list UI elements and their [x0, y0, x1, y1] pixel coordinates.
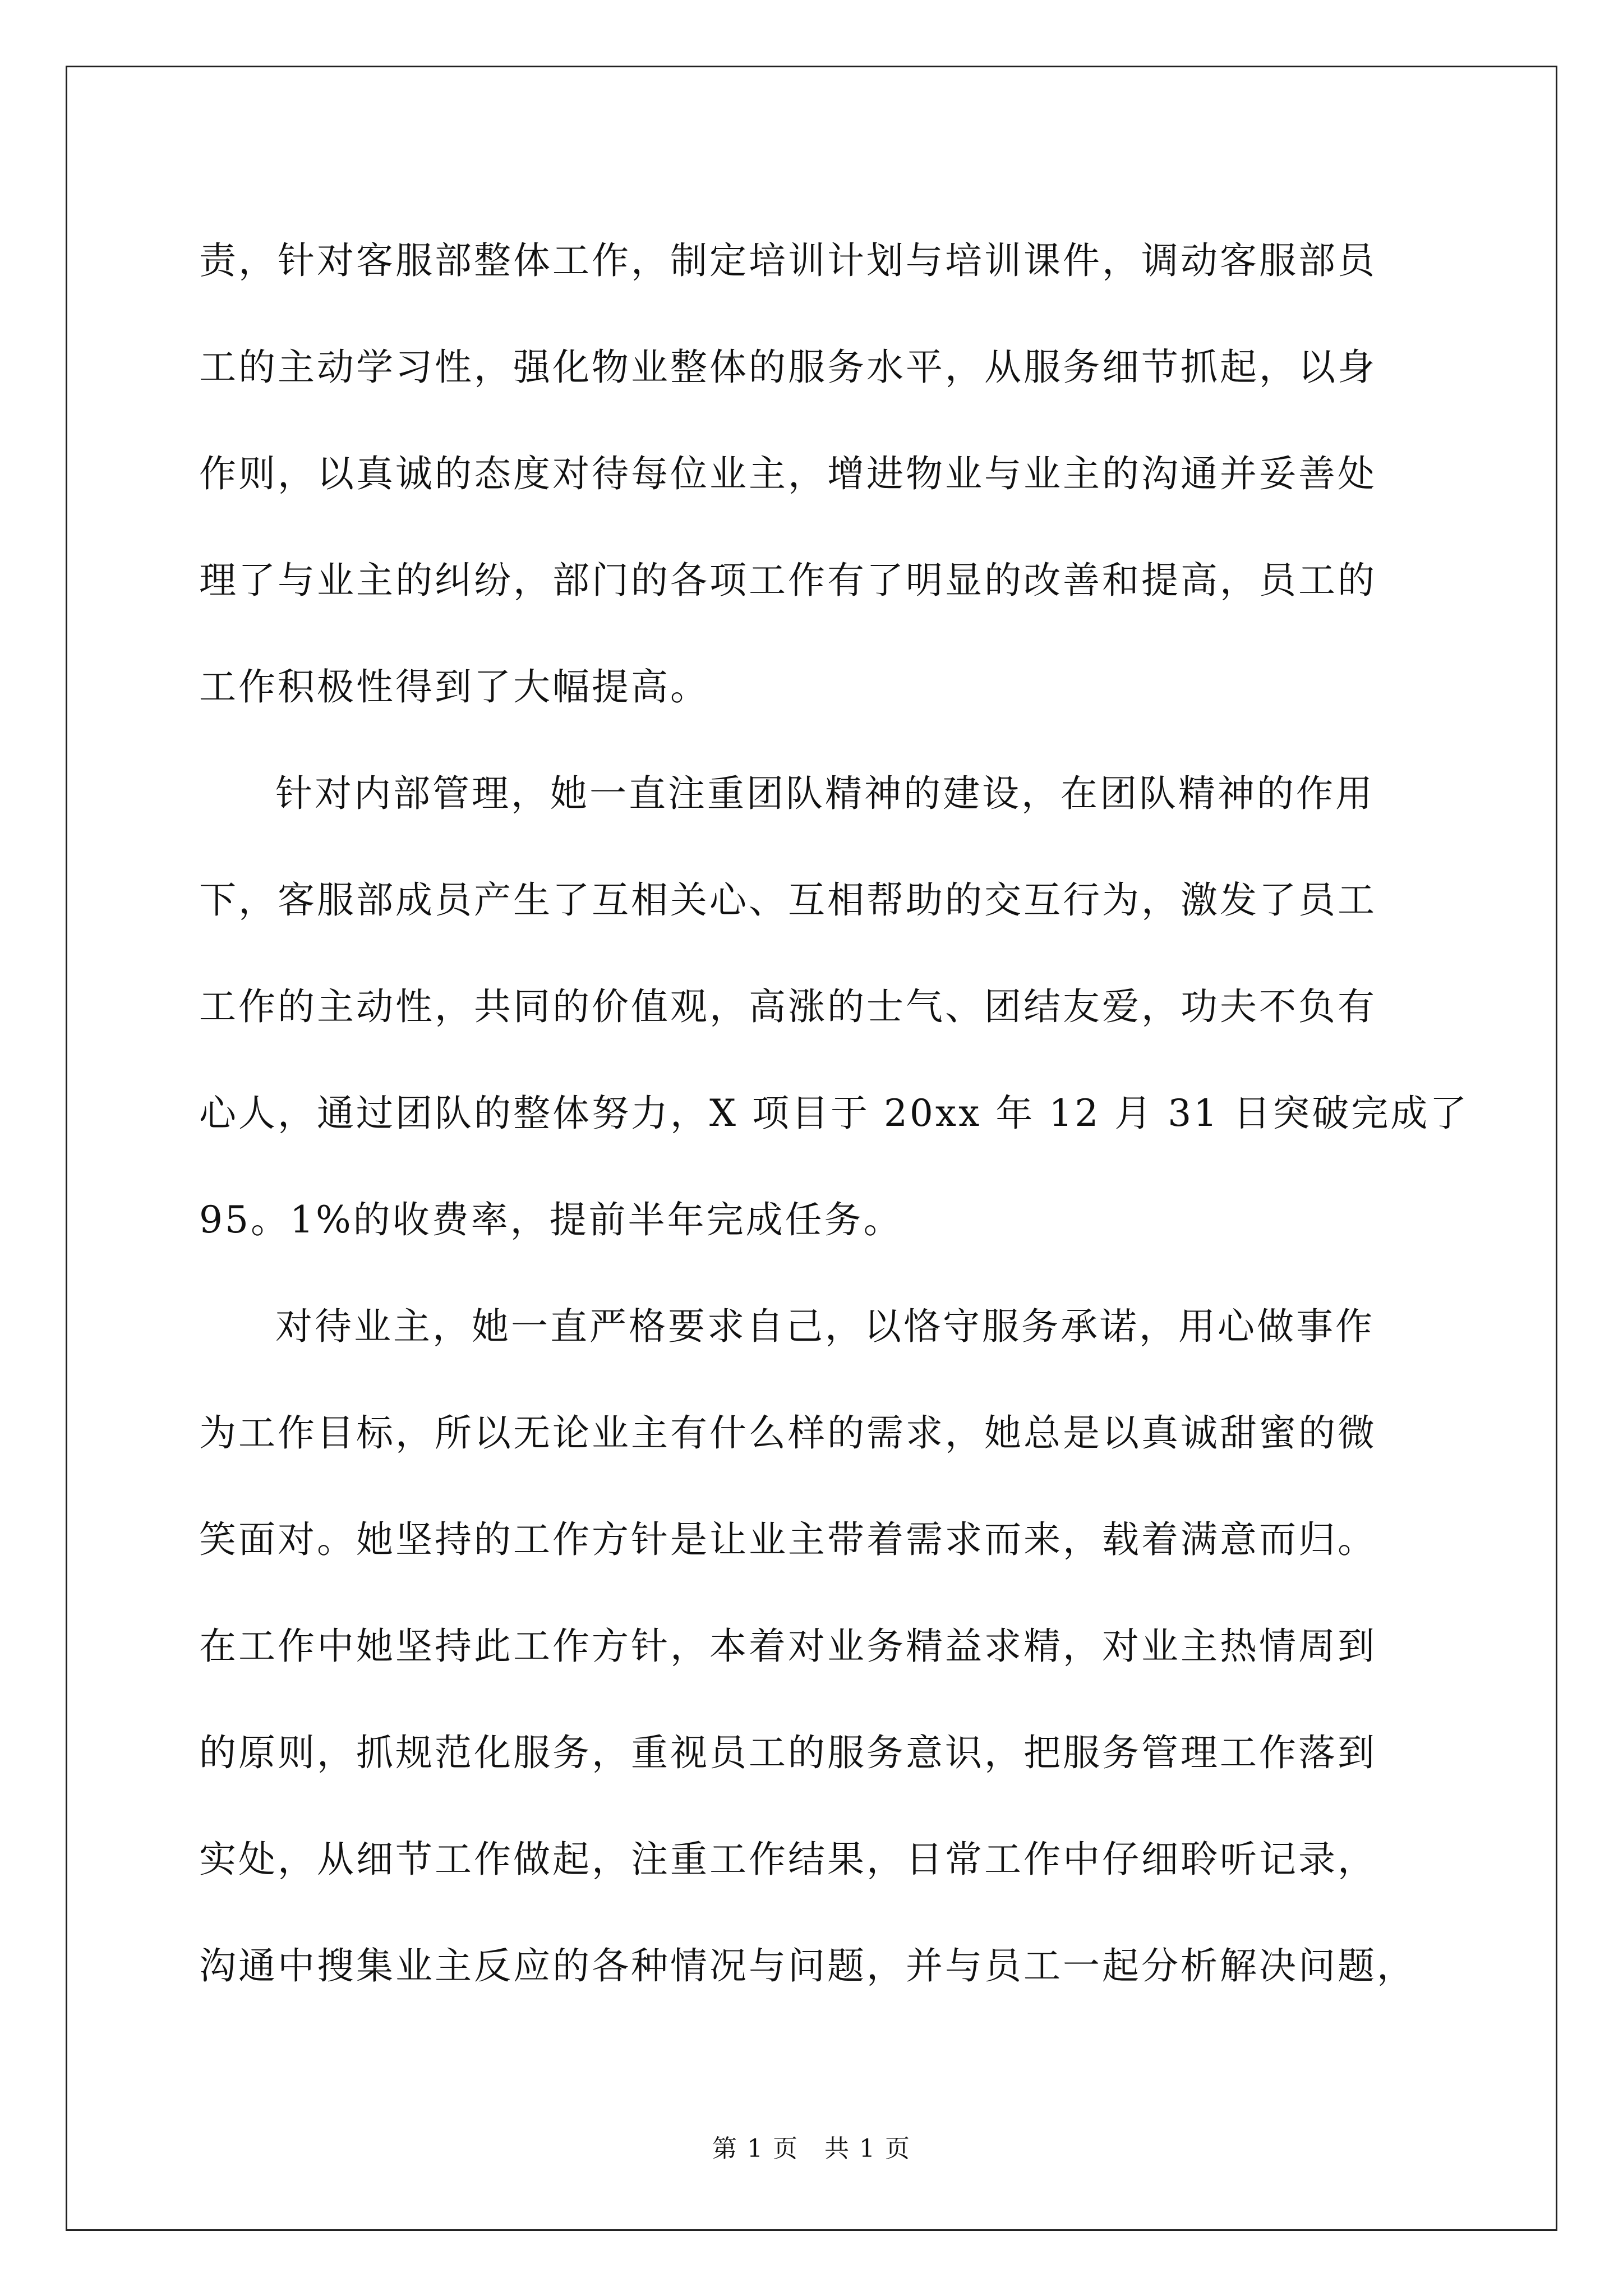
text-line: 的原则，抓规范化服务，重视员工的服务意识，把服务管理工作落到 [199, 1731, 1377, 1774]
text-line: 为工作目标，所以无论业主有什么样的需求，她总是以真诚甜蜜的微 [199, 1411, 1377, 1455]
text-line: 95。1%的收费率，提前半年完成任务。 [199, 1198, 903, 1241]
text-line: 笑面对。她坚持的工作方针是让业主带着需求而来，载着满意而归。 [199, 1518, 1377, 1561]
paragraph-2 [199, 740, 1469, 1273]
text-line: 针对内部管理，她一直注重团队精神的建设，在团队精神的作用 [275, 772, 1375, 815]
text-line: 下，客服部成员产生了互相关心、互相帮助的交互行为，激发了员工 [199, 878, 1377, 922]
text-line: 实处，从细节工作做起，注重工作结果，日常工作中仔细聆听记录， [199, 1838, 1377, 1881]
text-line: 工作积极性得到了大幅提高。 [199, 665, 709, 708]
text-line: 理了与业主的纠纷，部门的各项工作有了明显的改善和提高，员工的 [199, 559, 1377, 602]
text-line: 在工作中她坚持此工作方针，本着对业务精益求精，对业主热情周到 [199, 1625, 1377, 1668]
text-line: 对待业主，她一直严格要求自己，以恪守服务承诺，用心做事作 [275, 1305, 1375, 1348]
text-line: 工作的主动性，共同的价值观，高涨的士气、团结友爱，功夫不负有 [199, 985, 1377, 1028]
page-total: 共 1 页 [824, 2134, 911, 2163]
page-footer [0, 2128, 1623, 2164]
paragraph-1 [199, 208, 1433, 740]
document-body [199, 208, 1469, 2019]
text-line: 沟通中搜集业主反应的各种情况与问题，并与员工一起分析解决问题， [199, 1944, 1416, 1987]
page-number: 第 1 页 [712, 2134, 799, 2163]
paragraph-3 [199, 1273, 1433, 2019]
text-line: 工的主动学习性，强化物业整体的服务水平，从服务细节抓起，以身 [199, 346, 1377, 389]
text-line: 责，针对客服部整体工作，制定培训计划与培训课件，调动客服部员 [199, 239, 1377, 282]
text-line: 作则，以真诚的态度对待每位业主，增进物业与业主的沟通并妥善处 [199, 452, 1377, 495]
text-line: 心人，通过团队的整体努力，X 项目于 20xx 年 12 月 31 日突破完成了 [199, 1092, 1469, 1135]
